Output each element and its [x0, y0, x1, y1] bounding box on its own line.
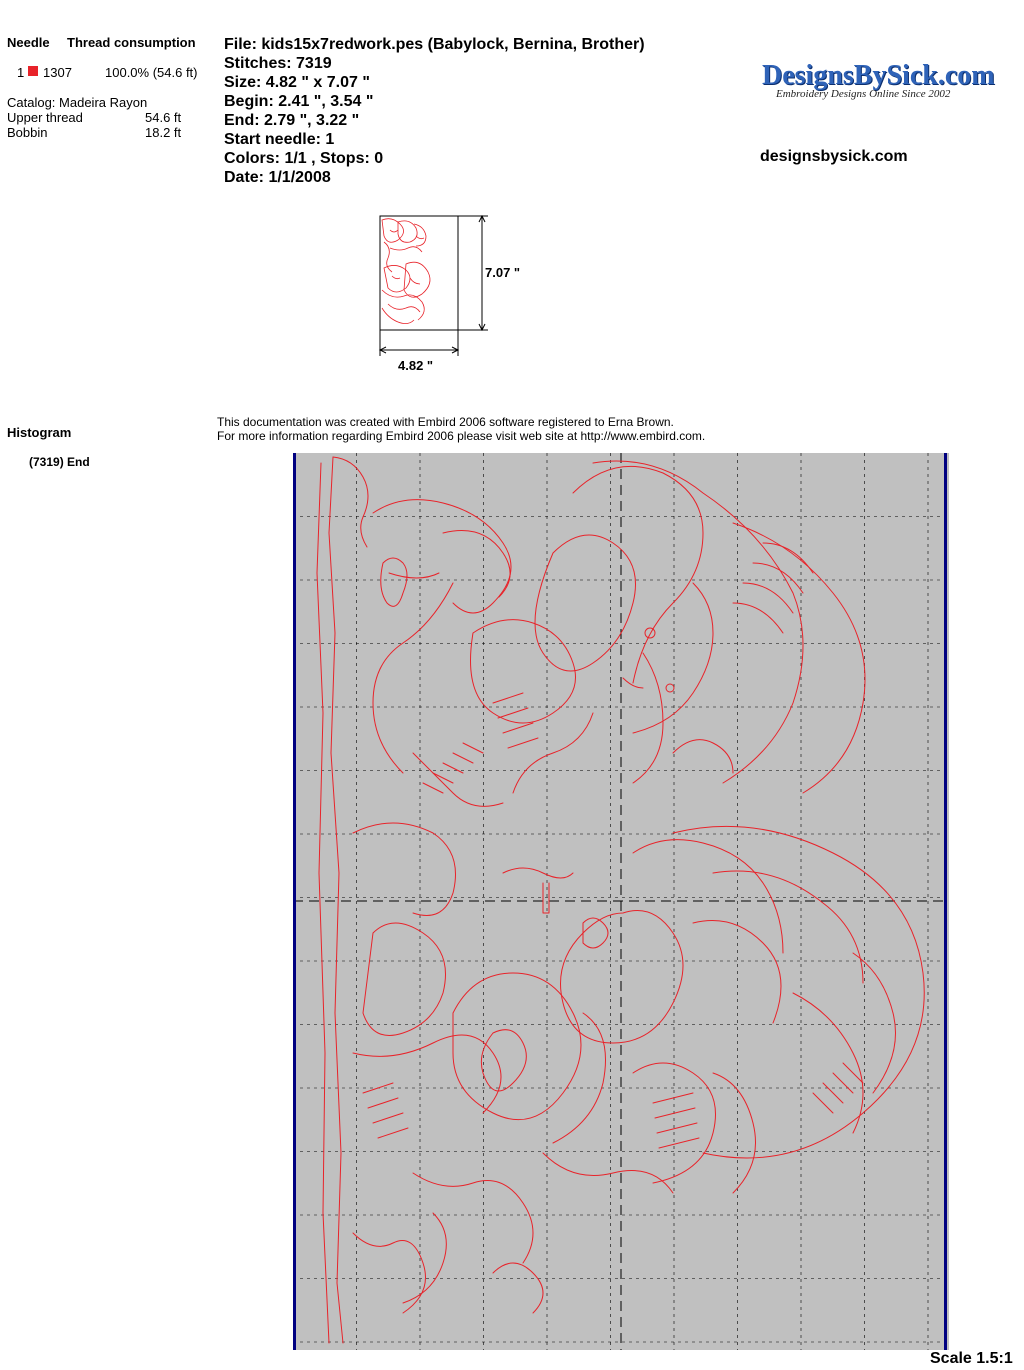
upper-thread-value: 54.6 ft: [145, 110, 182, 125]
design-date: Date: 1/1/2008: [224, 169, 331, 186]
scale-label: Scale 1.5:1: [930, 1350, 1013, 1367]
thread-consumption-header: Thread consumption: [67, 35, 196, 50]
design-thumbnail: [370, 208, 540, 378]
embird-note-line2: For more information regarding Embird 2006 please visit web site at http://www.embird.com.: [217, 429, 706, 443]
needle-header: Needle: [7, 35, 50, 50]
histogram-entry: (7319) End: [29, 455, 90, 469]
needle-number: 1: [17, 65, 25, 80]
file-name: File: kids15x7redwork.pes (Babylock, Bernina, Brother): [224, 36, 645, 53]
start-needle: Start needle: 1: [224, 131, 335, 148]
bobbin-value: 18.2 ft: [145, 125, 182, 140]
thread-color-swatch: [28, 66, 38, 76]
colors-stops: Colors: 1/1 , Stops: 0: [224, 150, 384, 167]
logo-wordmark: DesignsBySick.com: [762, 60, 995, 91]
begin-point: Begin: 2.41 ", 3.54 ": [224, 93, 374, 110]
thumbnail-height-label: 7.07 ": [485, 265, 521, 280]
thread-consumption-value: 100.0% (54.6 ft): [105, 65, 198, 80]
thumbnail-width-label: 4.82 ": [398, 358, 434, 373]
thumbnail-frame: [380, 216, 458, 330]
site-url: designsbysick.com: [760, 148, 908, 165]
logo-tagline: Embroidery Designs Online Since 2002: [776, 88, 951, 100]
embird-note-line1: This documentation was created with Embird 2006 software registered to Erna Brown.: [217, 415, 674, 429]
end-point: End: 2.79 ", 3.22 ": [224, 112, 360, 129]
upper-thread-label: Upper thread: [7, 110, 83, 125]
histogram-title: Histogram: [7, 425, 72, 440]
thread-code: 1307: [43, 65, 72, 80]
catalog-label: Catalog: Madeira Rayon: [7, 95, 148, 110]
design-size: Size: 4.82 " x 7.07 ": [224, 74, 370, 91]
stitch-count: Stitches: 7319: [224, 55, 332, 72]
bobbin-label: Bobbin: [7, 125, 48, 140]
design-canvas: [293, 453, 949, 1350]
